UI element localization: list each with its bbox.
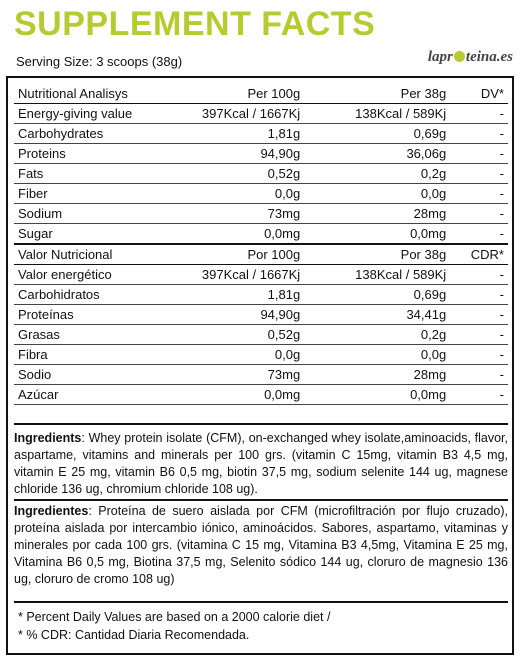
footnote-cdr: * % CDR: Cantidad Diaria Recomendada. (18, 628, 250, 642)
table-row (14, 325, 508, 345)
row-value-dv: - (450, 184, 508, 204)
row-value-cdr: - (450, 345, 508, 365)
row-value-100g: 0,0mg (181, 224, 305, 245)
table-row (14, 385, 508, 405)
row-value-100g: 94,90g (181, 305, 305, 325)
row-value-cdr: - (450, 305, 508, 325)
table-row (14, 305, 508, 325)
row-value-38g: 0,0g (304, 345, 450, 365)
row-value-dv: - (450, 204, 508, 224)
row-value-100g: 0,0g (181, 184, 305, 204)
row-value-38g: 0,0mg (304, 385, 450, 405)
footnote-dv: * Percent Daily Values are based on a 2000 calorie diet / (18, 610, 331, 624)
row-value-dv: - (450, 124, 508, 144)
row-value-cdr: - (450, 365, 508, 385)
row-value-38g: 0,0g (304, 184, 450, 204)
row-value-dv: - (450, 224, 508, 245)
table-header-es (14, 244, 508, 265)
ingredients-es-label: Ingredientes (14, 504, 89, 518)
header-cell: DV* (450, 84, 508, 104)
section-divider (14, 423, 508, 425)
ingredients-en-text: : Whey protein isolate (CFM), on-exchanged whey isolate,aminoacids, flavor, aspartame, vitamins and minerals per 100 grs. (vitamin C 15mg, vitamin B3 4,5 mg, vitamin E 25 mg, vitamin B6 0,5 mg, biotin 37,5 mg, sodium selenite 144 ug, magnese chloride 136 ug, chromium chloride 108 ug). (14, 431, 508, 496)
page-title: SUPPLEMENT FACTS (14, 5, 376, 43)
row-label: Proteínas (14, 305, 181, 325)
row-value-dv: - (450, 104, 508, 124)
brand-logo (428, 49, 513, 66)
row-value-100g: 73mg (181, 204, 305, 224)
row-value-cdr: - (450, 325, 508, 345)
table-row (14, 224, 508, 245)
row-label: Grasas (14, 325, 181, 345)
row-value-100g: 1,81g (181, 124, 305, 144)
row-value-100g: 94,90g (181, 144, 305, 164)
ingredients-en-label: Ingredients (14, 431, 82, 445)
header-cell: Por 38g (304, 244, 450, 265)
row-label: Valor energético (14, 265, 181, 285)
section-divider (14, 499, 508, 501)
row-value-100g: 73mg (181, 365, 305, 385)
row-value-cdr: - (450, 265, 508, 285)
row-value-dv: - (450, 164, 508, 184)
row-value-38g: 0,2g (304, 325, 450, 345)
row-label: Fats (14, 164, 181, 184)
row-value-38g: 0,0mg (304, 224, 450, 245)
table-row (14, 265, 508, 285)
header-cell: Por 100g (181, 244, 305, 265)
row-label: Sodio (14, 365, 181, 385)
table-row (14, 285, 508, 305)
table-row (14, 104, 508, 124)
table-row (14, 184, 508, 204)
row-value-100g: 1,81g (181, 285, 305, 305)
table-row (14, 144, 508, 164)
row-value-38g: 0,2g (304, 164, 450, 184)
table-row (14, 204, 508, 224)
row-value-100g: 397Kcal / 1667Kj (181, 265, 305, 285)
table-row (14, 345, 508, 365)
row-label: Fiber (14, 184, 181, 204)
section-divider (14, 601, 508, 603)
logo-dot-icon (454, 51, 465, 62)
row-value-38g: 28mg (304, 365, 450, 385)
row-label: Carbohydrates (14, 124, 181, 144)
row-label: Sugar (14, 224, 181, 245)
header-cell: Per 100g (181, 84, 305, 104)
row-value-cdr: - (450, 385, 508, 405)
row-label: Sodium (14, 204, 181, 224)
ingredients-es-text: : Proteína de suero aislada por CFM (microfiltración por flujo cruzado), proteína aislada por intercambio iónico, aminoácidos. Sabores, aspartamo, vitaminas y minerales por cada 100 grs. (vitamina C 15 mg, Vitamina B3 4,5mg, Vitamina E 25 mg, Vitamina B6 0,5 mg, Biotina 37,5 mg, Selenito sódico 144 ug, cloruro de magnesio 136 ug, cloruro de cromo 108 ug) (14, 504, 508, 586)
header-cell: Valor Nutricional (14, 244, 181, 265)
logo-text-left: lapr (427, 49, 453, 65)
nutrition-table (14, 84, 508, 405)
row-value-100g: 0,52g (181, 325, 305, 345)
row-value-38g: 28mg (304, 204, 450, 224)
row-label: Fibra (14, 345, 181, 365)
row-value-dv: - (450, 144, 508, 164)
row-value-38g: 36,06g (304, 144, 450, 164)
row-value-100g: 0,0mg (181, 385, 305, 405)
row-label: Azúcar (14, 385, 181, 405)
row-value-38g: 0,69g (304, 285, 450, 305)
serving-size: Serving Size: 3 scoops (38g) (16, 54, 183, 69)
row-value-100g: 397Kcal / 1667Kj (181, 104, 305, 124)
header-cell: Nutritional Analisys (14, 84, 181, 104)
table-header-en (14, 84, 508, 104)
row-label: Energy-giving value (14, 104, 181, 124)
ingredients-en (14, 430, 508, 498)
ingredients-es (14, 503, 508, 588)
table-row (14, 164, 508, 184)
header-cell: Per 38g (304, 84, 450, 104)
row-value-100g: 0,0g (181, 345, 305, 365)
row-label: Carbohidratos (14, 285, 181, 305)
row-value-38g: 138Kcal / 589Kj (304, 265, 450, 285)
row-label: Proteins (14, 144, 181, 164)
header-cell: CDR* (450, 244, 508, 265)
row-value-cdr: - (450, 285, 508, 305)
row-value-38g: 34,41g (304, 305, 450, 325)
row-value-38g: 0,69g (304, 124, 450, 144)
table-row (14, 124, 508, 144)
row-value-38g: 138Kcal / 589Kj (304, 104, 450, 124)
table-row (14, 365, 508, 385)
row-value-100g: 0,52g (181, 164, 305, 184)
logo-text-right: teina.es (465, 49, 513, 65)
